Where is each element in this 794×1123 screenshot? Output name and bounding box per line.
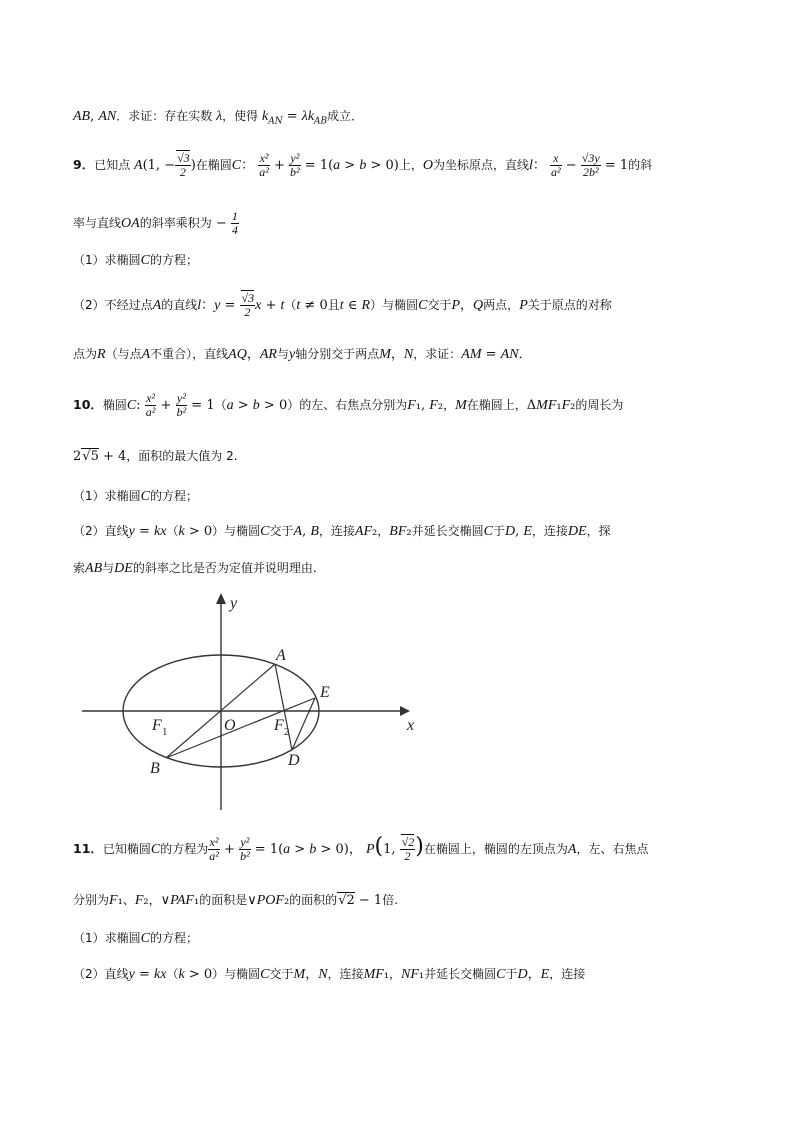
continuation-line: AB, AN．求证：存在实数 λ，使得 $k_{AN} = \lambda k_{AB}$成立． bbox=[73, 109, 364, 127]
label-A: A bbox=[276, 647, 286, 664]
y-axis-arrow bbox=[216, 593, 226, 604]
label-F1: F bbox=[152, 717, 162, 734]
problem-10-line-1: 10．椭圆C: $\frac{\text{x²}}{\text{a²}}$ + $\frac{\text{y²}}{\text{b²}}$ = 1（a > b > 0）的左、右焦点分别为F₁, F₂，M在椭圆上，ΔMF₁F₂的周长为 bbox=[73, 391, 624, 419]
ellipse-diagram bbox=[82, 590, 442, 820]
label-F2-sub: 2 bbox=[284, 726, 290, 738]
label-origin: O bbox=[224, 717, 236, 734]
label-y: y bbox=[230, 595, 238, 612]
label-F2: F bbox=[274, 717, 284, 734]
problem-10-q1: （1）求椭圆C的方程； bbox=[73, 489, 198, 504]
ellipse-figure bbox=[82, 590, 442, 820]
label-D: D bbox=[288, 752, 300, 769]
problem-9-line-2: 率与直线OA的斜率乘积为 − $\frac{1}{4}$ bbox=[73, 209, 238, 237]
problem-9-q2-line-2: 点为R（与点A不重合），直线AQ，AR与y轴分别交于两点M，N，求证：AM = AN． bbox=[73, 347, 532, 362]
label-F1-sub: 1 bbox=[162, 726, 168, 738]
problem-10-line-2: 2√5 + 4，面积的最大值为 2. bbox=[73, 449, 238, 464]
label-E: E bbox=[320, 684, 330, 701]
problem-10-q2-line-2: 索AB与DE的斜率之比是否为定值并说明理由. bbox=[73, 561, 317, 576]
problem-11-line-2: 分别为F₁、F₂，∨PAF₁的面积是∨POF₂的面积的√2 − 1倍. bbox=[73, 893, 399, 908]
label-x: x bbox=[407, 717, 415, 734]
problem-9-line-1: 9．已知点 A(1, − $\frac{√3}{2}$ )在椭圆C： $\frac{\text{x²}}{\text{a²}}$ + $\frac{\text{y²}}{\text{b²}}$ = 1(a > b > 0)上，O为坐标原点，直线l： $\frac{x}{\text{a²}}$ − $\frac{√3y}{\text{2b²}}$ = 1的斜 bbox=[73, 151, 653, 179]
problem-9-q1: （1）求椭圆C的方程； bbox=[73, 253, 198, 268]
problem-10-q2-line-1: （2）直线y = kx（k > 0）与椭圆C交于A, B，连接AF₂，BF₂并延长交椭圆C于D, E，连接DE，探 bbox=[73, 524, 611, 539]
label-B: B bbox=[150, 760, 160, 777]
x-axis-arrow bbox=[400, 706, 410, 716]
problem-11-line-1: 11．已知椭圆C的方程为 $\frac{\text{x²}}{\text{a²}}$ + $\frac{\text{y²}}{\text{b²}}$ = 1(a > b > 0)， P(1, $\frac{√2}{2}$ )在椭圆上，椭圆的左顶点为A，左、右焦点 bbox=[73, 834, 649, 863]
problem-9-q2-line-1: （2）不经过点A的直线l：y = $\frac{√3}{2}$ x + t（t ≠ 0且t ∈ R）与椭圆C交于P，Q两点，P关于原点的对称 bbox=[73, 291, 612, 319]
problem-11-q2: （2）直线y = kx（k > 0）与椭圆C交于M，N，连接MF₁，NF₁并延长交椭圆C于D，E，连接 bbox=[73, 967, 586, 982]
problem-11-q1: （1）求椭圆C的方程； bbox=[73, 931, 198, 946]
